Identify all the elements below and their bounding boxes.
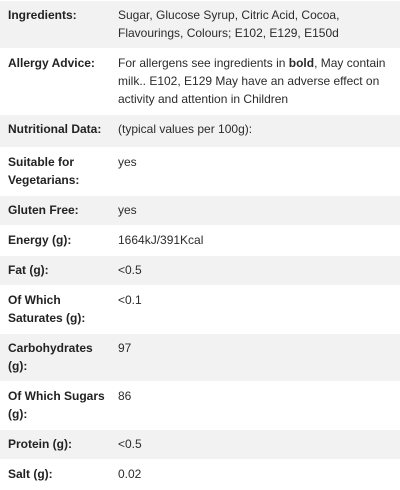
spec-row-energy [0, 226, 400, 256]
spec-label: Protein (g): [0, 430, 112, 460]
spec-value: <0.5 [112, 256, 400, 286]
spec-label: Allergy Advice: [0, 49, 112, 115]
spec-value: <0.1 [112, 286, 400, 334]
spec-value: Sugar, Glucose Syrup, Citric Acid, Cocoa, Flavourings, Colours; E102, E129, E150d [112, 1, 400, 49]
spec-row-nutritional-data [0, 115, 400, 148]
spec-label: Ingredients: [0, 1, 112, 49]
spec-row-carbohydrates [0, 334, 400, 382]
spec-value: 86 [112, 382, 400, 430]
spec-label: Energy (g): [0, 226, 112, 256]
spec-value [112, 49, 400, 115]
spec-label: Nutritional Data: [0, 115, 112, 148]
spec-value: 97 [112, 334, 400, 382]
spec-value: 1664kJ/391Kcal [112, 226, 400, 256]
spec-row-fat [0, 256, 400, 286]
spec-value: yes [112, 196, 400, 226]
spec-row-salt [0, 460, 400, 490]
spec-row-vegetarian [0, 148, 400, 196]
spec-row-gluten-free [0, 196, 400, 226]
spec-label: Of Which Saturates (g): [0, 286, 112, 334]
spec-row-protein [0, 430, 400, 460]
spec-label: Carbohydrates (g): [0, 334, 112, 382]
spec-value: (typical values per 100g): [112, 115, 400, 148]
spec-row-ingredients [0, 1, 400, 49]
spec-label: Salt (g): [0, 460, 112, 490]
spec-label: Suitable for Vegetarians: [0, 148, 112, 196]
spec-label: Fat (g): [0, 256, 112, 286]
spec-value: yes [112, 148, 400, 196]
spec-label: Of Which Sugars (g): [0, 382, 112, 430]
spec-row-allergy-advice [0, 49, 400, 115]
allergy-text-bold: bold [288, 56, 315, 70]
spec-row-saturates [0, 286, 400, 334]
spec-label: Gluten Free: [0, 196, 112, 226]
allergy-text-suffix: , May contain milk.. E102, E129 May have an adverse effect on activity and attention in Children [118, 56, 386, 106]
allergy-text-prefix: For allergens see ingredients in [118, 56, 289, 70]
spec-value: <0.5 [112, 430, 400, 460]
spec-value: 0.02 [112, 460, 400, 490]
spec-row-sugars [0, 382, 400, 430]
